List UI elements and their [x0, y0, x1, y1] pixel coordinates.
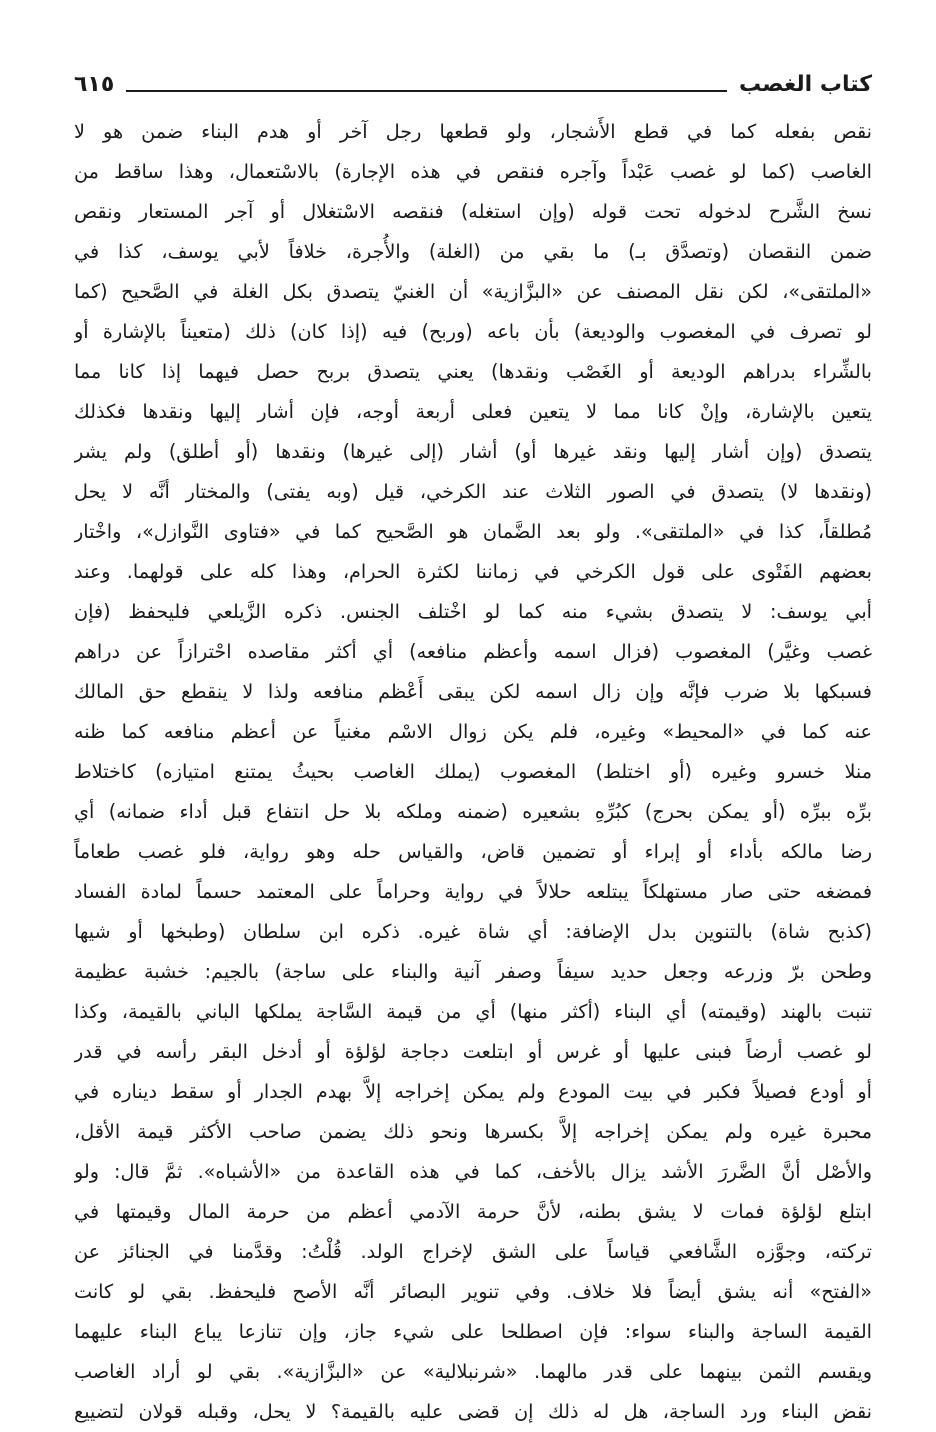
text-line: فسبكها بلا ضرب فإنَّه وإن زال اسمه لكن يبقى أَعْظم منافعه ولذا لا ينقطع حق المالك: [74, 680, 872, 703]
text-line: لو غصب أرضاً فبنى عليها أو غرس أو ابتلعت دجاجة لؤلؤة أو أدخل البقر رأسه في قدر: [74, 1040, 872, 1063]
text-line: وطحن برّ وزرعه وجعل حديد سيفاً وصفر آنية والبناء على ساجة) بالجيم: خشبة عظيمة: [74, 960, 872, 983]
text-line: برِّه ببرِّه (أو يمكن بحرج) كبُرِّهِ بشعيره (ضمنه وملكه بلا حل انتفاع قبل أداء ضمانه) أي: [74, 800, 872, 823]
text-line: ضمن النقصان (وتصدَّق بـ) ما بقي من (الغلة) والأُجرة، خلافاً لأبي يوسف، كذا في: [74, 240, 872, 263]
chapter-title: كتاب الغصب: [739, 71, 872, 97]
text-line: الغاصب (كما لو غصب عَبْداً وآجره فنقص في هذه الإجارة) بالاسْتعمال، وهذا ساقط من: [74, 160, 872, 183]
text-line: بالشِّراء بدراهم الوديعة أو الغَصْب ونقدها) يعني يتصدق بربح حصل فيهما إذا كانا مما: [74, 360, 872, 383]
text-line: ويقسم الثمن بينهما على قدر مالهما. «شرنبلالية» عن «البزَّازية». بقي لو أراد الغاصب: [74, 1360, 872, 1383]
text-line: «الفتح» أنه يشق أيضاً فلا خلاف. وفي تنوير البصائر أنَّه الأصح فليحفظ. بقي لو كانت: [74, 1280, 872, 1303]
text-line: والأصْل أنَّ الضَّررَ الأشد يزال بالأخف، كما في هذه القاعدة من «الأشباه». ثمَّ قال: ولو: [74, 1160, 872, 1183]
text-line: غصب وغيَّر) المغصوب (فزال اسمه وأعظم منافعه) أي أكثر مقاصده احْترازاً عن دراهم: [74, 640, 872, 663]
text-line: (ونقدها لا) يتصدق في الصور الثلاث عند الكرخي، قيل (وبه يفتى) والمختار أنَّه لا يحل: [74, 480, 872, 503]
text-line: بعضهم الفَتْوى على قول الكرخي في زماننا لكثرة الحرام، وهذا كله على قولهما. وعند: [74, 560, 872, 583]
text-line: القيمة الساجة والبناء سواء: فإن اصطلحا على شيء جاز، وإن تنازعا يباع البناء عليهما: [74, 1320, 872, 1343]
body-text: [74, 112, 872, 1432]
text-line: نقص بفعله كما في قطع الأَشجار، ولو قطعها رجل آخر أو هدم البناء ضمن هو لا: [74, 120, 872, 143]
text-line: نسخ الشَّرح لدخوله تحت قوله (وإن استغله) فنقصه الاسْتغلال أو آجر المستعار ونقص: [74, 200, 872, 223]
text-line: عنه كما في «المحيط» وغيره، فلم يكن زوال الاسْم مغنياً عن أعظم منافعه كما ظنه: [74, 720, 872, 743]
running-header: [74, 64, 872, 104]
text-line: فمضغه حتى صار مستهلكاً يبتلعه حلالاً في رواية وحراماً على المعتمد حسماً لمادة الفساد: [74, 880, 872, 903]
text-line: (كذبح شاة) بالتنوين بدل الإضافة: أي شاة غيره. ذكره ابن سلطان (وطبخها أو شيها: [74, 920, 872, 943]
text-line: منلا خسرو وغيره (أو اختلط) المغصوب (يملك الغاصب بحيثُ يمتنع امتيازه) كاختلاط: [74, 760, 872, 783]
text-line: تركته، وجوَّزه الشَّافعي قياساً على الشق لإخراج الولد. قُلْتُ: وقدَّمنا في الجنائز عن: [74, 1240, 872, 1263]
text-line: مُطلقاً، كذا في «الملتقى». ولو بعد الضَّمان هو الصَّحيح كما في «فتاوى النَّوازل»، واخْتار: [74, 520, 872, 543]
text-line: أو أودع فصيلاً فكبر في بيت المودع ولم يمكن إخراجه إلاَّ بهدم الجدار أو سقط ديناره في: [74, 1080, 872, 1103]
text-line: تنبت بالهند (وقيمته) أي البناء (أكثر منها) أي من قيمة السَّاجة يملكها الباني بالقيمة، وكذا: [74, 1000, 872, 1023]
text-line: نقض البناء ورد الساجة، هل له ذلك إن قضى عليه بالقيمة؟ لا يحل، وقبله قولان لتضييع: [74, 1400, 872, 1423]
text-line: أبي يوسف: لا يتصدق بشيء منه كما لو اخْتلف الجنس. ذكره الزَّيلعي فليحفظ (فإن: [74, 600, 872, 623]
text-line: ابتلع لؤلؤة فمات لا يشق بطنه، لأنَّ حرمة الآدمي أعظم من حرمة المال وقيمتها في: [74, 1200, 872, 1223]
page-number: ٦١٥: [74, 71, 115, 97]
header-rule: [126, 90, 727, 92]
text-line: يتصدق (وإن أشار إليها ونقد غيرها أو) أشار (إلى غيرها) ونقدها (أو أطلق) ولم يشر: [74, 440, 872, 463]
text-line: محبرة غيره ولم يمكن إخراجه إلاَّ بكسرها ونحو ذلك يضمن صاحب الأكثر قيمة الأقل،: [74, 1120, 872, 1143]
text-line: يتعين بالإشارة، وإنْ كانا مما لا يتعين فعلى أربعة أوجه، فإن أشار إليها ونقدها فكذلك: [74, 400, 872, 423]
text-line: «الملتقى»، لكن نقل المصنف عن «البزَّازية» أن الغنيّ يتصدق بكل الغلة في الصَّحيح (كما: [74, 280, 872, 303]
text-line: رضا مالكه بأداء أو إبراء أو تضمين قاض، والقياس حله وهو رواية، فلو غصب طعاماً: [74, 840, 872, 863]
text-line: لو تصرف في المغصوب والوديعة) بأن باعه (وربح) فيه (إذا كان) ذلك (متعيناً بالإشارة أو: [74, 320, 872, 343]
